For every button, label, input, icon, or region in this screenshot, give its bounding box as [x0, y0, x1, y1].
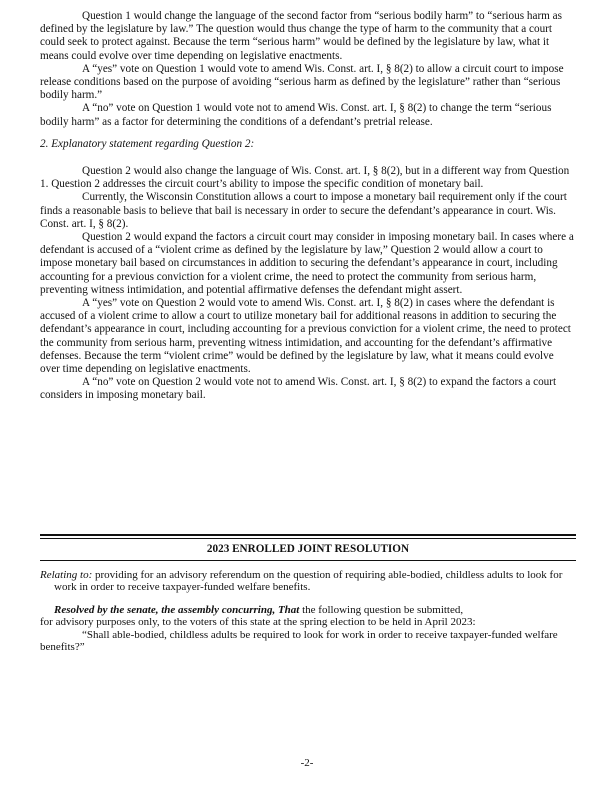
resolved-paragraph	[40, 604, 580, 616]
section-title: 2023 ENROLLED JOINT RESOLUTION	[206, 543, 410, 555]
q1-paragraph-yes-vote: A “yes” vote on Question 1 would vote to amend Wis. Const. art. I, § 8(2) to allow a circuit court to impose release conditions based on the purpose of avoiding “serious harm as defined by the legislature” rather than “serious bodily harm.”	[40, 62, 564, 102]
q2-paragraph-yes-vote: A “yes” vote on Question 2 would vote to amend Wis. Const. art. I, § 8(2) in cases where the defendant is accused of a violent crime to allow a court to utilize monetary bail for additional reasons in addition to securing the defendant’s appearance in court, including accounting for a previous conviction for a violent crime, the need to protect the community from serious harm, preventing witness intimidation, and accounting for the defendant’s affirmative defenses. Because the term “violent crime” would be defined by the legislature by law, what it means could evolve over time depending on legislative enactments.	[40, 297, 571, 376]
resolved-label: Resolved by the senate, the assembly concurring, That	[54, 603, 300, 616]
explanatory-text	[40, 10, 576, 403]
q2-paragraph-change: Question 2 would also change the language of Wis. Const. art. I, § 8(2), but in a different way from Question 1. Question 2 addresses the circuit court’s ability to impose the specific condition of monetary bail.	[40, 165, 570, 191]
section-header	[40, 534, 576, 561]
q1-paragraph-change: Question 1 would change the language of the second factor from “serious bodily harm” to “serious harm as defined by the legislature by law.” The question would thus change the type of harm to the community that a court could seek to protect against. Because the term “serious harm” would be defined by the legislature by law, what it means could evolve over time depending on legislative enactments.	[40, 10, 562, 62]
q1-paragraph-no-vote: A “no” vote on Question 1 would vote not to amend Wis. Const. art. I, § 8(2) to change the term “serious bodily harm” as a factor for determining the conditions of a defendant’s pretrial release.	[40, 102, 552, 128]
q2-paragraph-current-law: Currently, the Wisconsin Constitution allows a court to impose a monetary bail requirement only if the court finds a reasonable basis to believe that bail is necessary in order to secure the defendant’s appearance in court. Wis. Const. art. I, § 8(2).	[40, 191, 567, 230]
resolved-text: the following question be submitted,	[299, 603, 464, 616]
q2-paragraph-no-vote: A “no” vote on Question 2 would vote not to amend Wis. Const. art. I, § 8(2) to expand the factors a court considers in imposing monetary bail.	[40, 376, 557, 402]
relating-to-paragraph	[40, 569, 580, 594]
referendum-question: “Shall able-bodied, childless adults be required to look for work in order to receive taxpayer-funded welfare benefits?”	[40, 628, 558, 654]
bottom-divider	[40, 560, 576, 561]
relating-to-text: providing for an advisory referendum on the question of requiring able-bodied, childless adults to look for work in order to receive taxpayer-funded welfare benefits.	[54, 569, 563, 594]
q2-paragraph-expand: Question 2 would expand the factors a circuit court may consider in imposing monetary bail. In cases where a defendant is accused of a “violent crime as defined by the legislature by law,” Question 2 would allow a court to impose monetary bail based on circumstances in addition to securing the defendant’s appearance in court, including accounting for a previous conviction for a violent crime, the need to protect the community from serious harm, preventing witness intimidation, and potential affirmative defenses the defendant might assert.	[40, 231, 574, 296]
q2-heading: 2. Explanatory statement regarding Question 2:	[40, 137, 255, 150]
top-divider	[40, 534, 576, 536]
top-divider-thin	[40, 538, 576, 539]
joint-resolution	[40, 569, 580, 653]
resolved-line-2: for advisory purposes only, to the voters of this state at the spring election to be held in April 2023:	[40, 616, 476, 629]
page-number: -2-	[300, 757, 314, 769]
relating-to-label: Relating to:	[40, 569, 93, 581]
